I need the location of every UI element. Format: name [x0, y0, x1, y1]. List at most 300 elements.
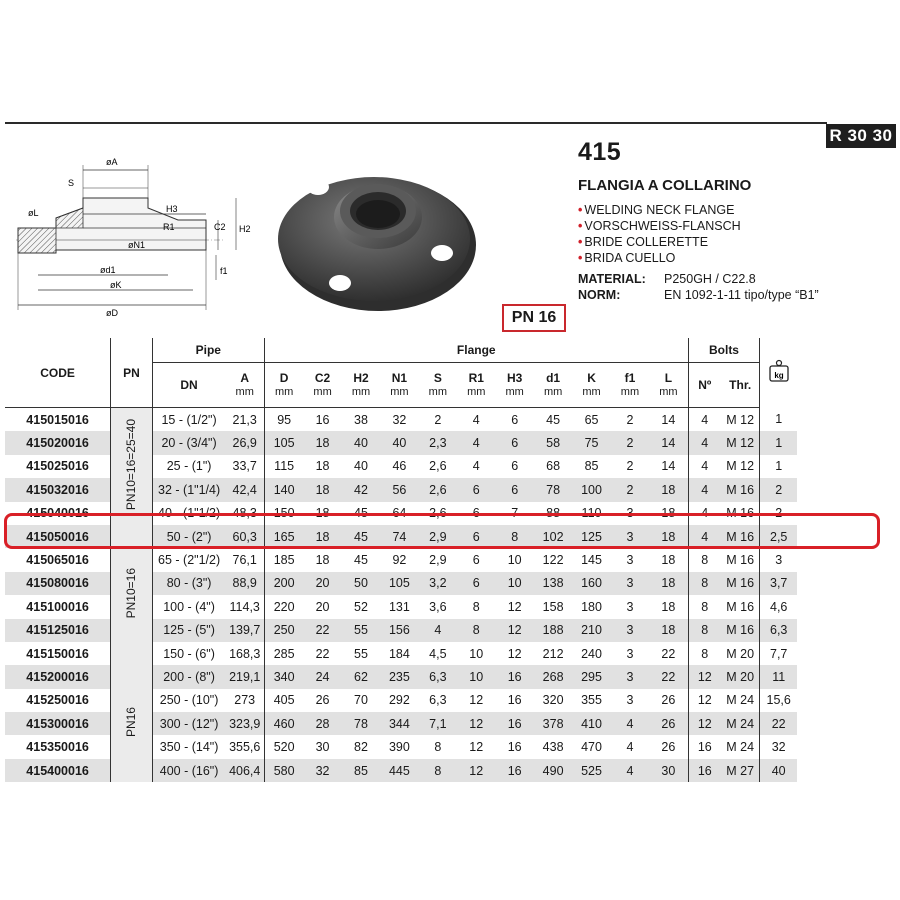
table-cell: 210: [572, 619, 610, 642]
table-cell: 16: [315, 412, 330, 427]
table-cell: 4: [611, 759, 649, 782]
table-cell: 14: [661, 412, 676, 427]
table-cell: 8: [472, 599, 480, 614]
cell-code: 415015016: [26, 412, 89, 427]
table-cell: 131: [388, 599, 410, 614]
table-cell: 6: [472, 553, 480, 568]
table-cell: 26,9: [225, 431, 264, 454]
table-cell: 295: [572, 665, 610, 688]
col-d: D mm: [264, 363, 303, 408]
product-number: 415: [578, 138, 622, 166]
col-dn: DN: [152, 363, 225, 408]
table-cell: 45: [354, 506, 368, 521]
table-cell: 3,7: [760, 572, 797, 595]
dim-label-d: øD: [106, 308, 118, 318]
table-cell: 12: [495, 619, 533, 642]
table-cell: 22: [661, 646, 676, 661]
table-cell: 20: [303, 572, 341, 595]
table-cell: 32: [392, 412, 407, 427]
table-cell: 12: [688, 712, 721, 735]
table-cell: M 16: [721, 478, 760, 501]
table-cell: 400 - (16"): [152, 759, 225, 782]
table-cell: 46: [392, 459, 407, 474]
table-cell: 11: [760, 665, 797, 688]
table-cell: 2: [760, 502, 797, 525]
table-cell: 580: [264, 759, 303, 782]
table-cell: 6: [457, 478, 495, 501]
dimensions-table: [5, 338, 797, 782]
table-cell: 10: [507, 553, 522, 568]
table-cell: 6: [511, 412, 519, 427]
table-cell: 2,9: [419, 525, 457, 548]
bullet-icon: •: [578, 251, 583, 265]
cell-code: 415125016: [5, 619, 111, 642]
table-cell: 2: [611, 478, 649, 501]
pn-group-cell: [111, 408, 152, 525]
cell-code: 415250016: [26, 693, 89, 708]
table-cell: 2,6: [429, 506, 447, 521]
dim-label-n1: øN1: [128, 240, 146, 250]
col-d1: d1 mm: [534, 363, 572, 408]
table-cell: 22: [760, 712, 797, 735]
group-bolts: Bolts: [688, 338, 760, 363]
table-cell: 180: [581, 599, 602, 614]
table-cell: 122: [542, 553, 564, 568]
table-cell: 4: [688, 525, 721, 548]
cell-code: 415080016: [5, 572, 111, 595]
table-cell: 1: [760, 408, 797, 432]
table-cell: 12: [688, 689, 721, 712]
table-row: [5, 665, 797, 688]
dim-label-c2: C2: [214, 222, 226, 232]
table-cell: 125 - (5"): [152, 619, 225, 642]
col-n1: N1 mm: [380, 363, 418, 408]
table-cell: 21,3: [232, 412, 257, 427]
cell-code: 415025016: [26, 459, 89, 474]
cell-code: 415300016: [5, 712, 111, 735]
table-cell: 3: [611, 525, 649, 548]
table-cell: 78: [534, 478, 572, 501]
table-cell: 18: [649, 572, 688, 595]
table-cell: M 27: [721, 759, 760, 782]
table-cell: 15,6: [760, 689, 797, 712]
table-cell: 3: [611, 572, 649, 595]
table-cell: 50 - (2"): [152, 525, 225, 548]
table-cell: 3,6: [429, 599, 447, 614]
table-cell: 65 - (2"1/2): [152, 548, 225, 571]
table-cell: 12: [469, 693, 484, 708]
table-cell: 88,9: [225, 572, 264, 595]
table-cell: 18: [303, 431, 341, 454]
dim-label-f1: f1: [220, 266, 228, 276]
table-cell: 156: [380, 619, 418, 642]
col-pn: PN: [111, 338, 152, 408]
table-cell: 16: [495, 665, 533, 688]
table-cell: 10: [469, 646, 484, 661]
table-cell: 470: [581, 740, 602, 755]
table-cell: 4: [688, 455, 721, 478]
table-cell: 138: [534, 572, 572, 595]
table-cell: 10: [495, 572, 533, 595]
svg-text:kg: kg: [774, 371, 784, 381]
table-cell: M 12: [726, 412, 755, 427]
table-cell: 4: [457, 431, 495, 454]
table-cell: 6,3: [760, 619, 797, 642]
dim-label-a: øA: [106, 157, 118, 167]
table-cell: 18: [649, 478, 688, 501]
bullet-icon: •: [578, 203, 583, 217]
weight-icon: [768, 359, 790, 383]
table-cell: 38: [354, 412, 368, 427]
table-cell: 140: [264, 478, 303, 501]
table-cell: 22: [303, 619, 341, 642]
table-cell: 460: [264, 712, 303, 735]
table-cell: 18: [315, 553, 330, 568]
table-cell: 160: [572, 572, 610, 595]
table-cell: 16: [688, 759, 721, 782]
table-cell: 22: [315, 646, 330, 661]
table-cell: 16: [688, 735, 721, 758]
table-cell: M 20: [721, 665, 760, 688]
col-thread: Thr.: [721, 363, 760, 408]
material-spec: MATERIAL: P250GH / C22.8: [578, 272, 756, 286]
table-cell: 6,3: [419, 665, 457, 688]
table-cell: 4,5: [429, 646, 447, 661]
translation-item: • WELDING NECK FLANGE: [578, 203, 735, 217]
table-cell: 2,9: [429, 553, 447, 568]
table-cell: 250 - (10"): [152, 689, 225, 712]
table-cell: 350 - (14"): [152, 735, 225, 758]
table-cell: 20: [315, 599, 330, 614]
product-translations: [578, 202, 741, 266]
table-cell: 8: [688, 572, 721, 595]
table-cell: 3: [626, 693, 634, 708]
table-cell: 12: [688, 665, 721, 688]
cell-code: 415032016: [5, 478, 111, 501]
table-cell: 3: [611, 619, 649, 642]
col-k: K mm: [572, 363, 610, 408]
translation-item: • BRIDE COLLERETTE: [578, 235, 709, 249]
table-cell: 32 - (1"1/4): [152, 478, 225, 501]
table-cell: 2: [434, 412, 442, 427]
cell-code: 415400016: [5, 759, 111, 782]
table-cell: 10: [457, 665, 495, 688]
table-cell: 525: [572, 759, 610, 782]
table-cell: 64: [392, 506, 407, 521]
table-cell: 85: [342, 759, 380, 782]
table-cell: 3: [611, 665, 649, 688]
table-cell: M 12: [721, 431, 760, 454]
table-cell: 15 - (1/2"): [152, 408, 225, 432]
table-cell: 110: [581, 506, 602, 521]
flange-section-drawing: [8, 150, 263, 320]
table-cell: 16: [495, 759, 533, 782]
table-cell: 3: [626, 506, 634, 521]
table-cell: 22: [649, 665, 688, 688]
table-cell: 30: [649, 759, 688, 782]
table-cell: 42,4: [225, 478, 264, 501]
col-code: CODE: [5, 338, 111, 408]
table-cell: 250: [264, 619, 303, 642]
table-cell: 150: [264, 502, 303, 525]
table-cell: 32: [303, 759, 341, 782]
table-cell: 235: [380, 665, 418, 688]
table-cell: 24: [303, 665, 341, 688]
col-f1: f1 mm: [611, 363, 649, 408]
cell-code: 415100016: [26, 599, 89, 614]
table-cell: 18: [661, 506, 676, 521]
table-cell: 26: [661, 693, 676, 708]
table-cell: 68: [546, 459, 561, 474]
table-cell: 55: [354, 646, 368, 661]
table-cell: 4,6: [760, 595, 797, 618]
table-cell: 4: [472, 412, 480, 427]
table-cell: 20 - (3/4"): [152, 431, 225, 454]
table-cell: 18: [315, 459, 330, 474]
table-cell: 158: [542, 599, 564, 614]
table-cell: 26: [661, 740, 676, 755]
table-cell: 58: [534, 431, 572, 454]
table-cell: 62: [342, 665, 380, 688]
table-cell: 40: [380, 431, 418, 454]
table-cell: 6: [495, 478, 533, 501]
table-cell: 2,6: [429, 459, 447, 474]
table-cell: 8: [419, 759, 457, 782]
table-cell: 26: [315, 693, 330, 708]
table-cell: 240: [581, 646, 602, 661]
table-cell: M 16: [726, 599, 755, 614]
table-cell: 273: [234, 693, 256, 708]
table-cell: 50: [342, 572, 380, 595]
table-cell: 378: [534, 712, 572, 735]
table-cell: 32: [760, 735, 797, 758]
table-cell: 168,3: [229, 646, 261, 661]
table-cell: 100: [572, 478, 610, 501]
table-cell: M 16: [721, 525, 760, 548]
table-cell: 2: [760, 478, 797, 501]
table-cell: 18: [661, 599, 676, 614]
table-cell: M 24: [726, 693, 755, 708]
table-cell: 14: [649, 431, 688, 454]
table-cell: 200: [264, 572, 303, 595]
table-cell: 82: [354, 740, 368, 755]
col-s: S mm: [419, 363, 457, 408]
table-cell: 65: [584, 412, 599, 427]
table-cell: 188: [534, 619, 572, 642]
table-cell: M 20: [726, 646, 755, 661]
table-cell: 88: [546, 506, 561, 521]
table-cell: 184: [388, 646, 410, 661]
table-cell: 4: [688, 431, 721, 454]
table-cell: 18: [303, 525, 341, 548]
table-cell: 4: [472, 459, 480, 474]
col-weight: [760, 338, 797, 408]
table-cell: 40: [354, 459, 368, 474]
table-cell: M 24: [726, 740, 755, 755]
col-l: L mm: [649, 363, 688, 408]
table-cell: 6: [511, 459, 519, 474]
table-row: [5, 408, 797, 432]
table-cell: 60,3: [225, 525, 264, 548]
table-cell: 323,9: [225, 712, 264, 735]
table-cell: 3: [760, 548, 797, 571]
table-cell: 105: [380, 572, 418, 595]
table-cell: 390: [388, 740, 410, 755]
table-cell: M 16: [726, 506, 755, 521]
table-cell: 3: [626, 599, 634, 614]
table-cell: 6: [495, 431, 533, 454]
translation-item: • BRIDA CUELLO: [578, 251, 676, 265]
bullet-icon: •: [578, 235, 583, 249]
col-h2: H2 mm: [342, 363, 380, 408]
table-cell: 219,1: [225, 665, 264, 688]
pn-group-label: PN10=16: [124, 568, 139, 619]
table-cell: 2,3: [419, 431, 457, 454]
group-flange: Flange: [264, 338, 688, 363]
table-cell: 18: [303, 478, 341, 501]
table-cell: 212: [542, 646, 564, 661]
table-cell: 8: [434, 740, 442, 755]
cell-code: 415050016: [5, 525, 111, 548]
table-cell: 185: [264, 548, 303, 571]
table-cell: 200 - (8"): [152, 665, 225, 688]
table-cell: 3: [626, 553, 634, 568]
table-cell: 8: [688, 548, 721, 571]
table-cell: 85: [584, 459, 599, 474]
table-cell: 95: [264, 408, 303, 432]
table-cell: 12: [457, 712, 495, 735]
table-cell: 150 - (6"): [152, 642, 225, 665]
table-cell: 16: [507, 740, 522, 755]
table-cell: 40: [760, 759, 797, 782]
table-cell: 76,1: [232, 553, 257, 568]
cell-code: 415040016: [26, 506, 89, 521]
table-cell: 80 - (3"): [152, 572, 225, 595]
col-c2: C2 mm: [303, 363, 341, 408]
table-cell: 6: [457, 572, 495, 595]
table-cell: 25 - (1"): [152, 455, 225, 478]
table-cell: 292: [388, 693, 410, 708]
table-cell: 16: [495, 712, 533, 735]
pn-group-cell: [111, 665, 152, 782]
top-divider: [5, 122, 827, 124]
table-cell: 42: [342, 478, 380, 501]
table-cell: 165: [264, 525, 303, 548]
table-cell: 7,7: [760, 642, 797, 665]
pn-group-label: PN16: [124, 707, 139, 738]
table-cell: 102: [534, 525, 572, 548]
table-cell: 3,2: [419, 572, 457, 595]
table-cell: 410: [572, 712, 610, 735]
table-cell: M 24: [721, 712, 760, 735]
table-cell: 8: [457, 619, 495, 642]
table-cell: 105: [264, 431, 303, 454]
table-cell: 268: [534, 665, 572, 688]
table-cell: 340: [264, 665, 303, 688]
table-cell: 26: [649, 712, 688, 735]
table-cell: 125: [572, 525, 610, 548]
table-cell: 6: [457, 525, 495, 548]
table-cell: 18: [315, 506, 330, 521]
table-cell: 320: [542, 693, 564, 708]
dim-label-l: øL: [28, 208, 39, 218]
dim-label-h2: H2: [239, 224, 251, 234]
group-pipe: Pipe: [152, 338, 264, 363]
table-cell: 12: [457, 759, 495, 782]
table-cell: 48,3: [232, 506, 257, 521]
dim-label-d1: ød1: [100, 265, 116, 275]
pn-group-label: PN10=16=25=40: [124, 419, 139, 511]
table-cell: 12: [469, 740, 484, 755]
table-cell: 4: [688, 478, 721, 501]
table-cell: 12: [507, 646, 522, 661]
table-cell: 78: [342, 712, 380, 735]
dim-label-h3: H3: [166, 204, 178, 214]
table-cell: 438: [542, 740, 564, 755]
table-cell: 8: [688, 595, 721, 618]
col-r1: R1 mm: [457, 363, 495, 408]
table-cell: 45: [546, 412, 561, 427]
table-cell: 30: [315, 740, 330, 755]
table-cell: 355,6: [229, 740, 261, 755]
table-cell: 285: [264, 642, 303, 665]
table-cell: 2: [611, 431, 649, 454]
translation-item: • VORSCHWEISS-FLANSCH: [578, 219, 741, 233]
cell-code: 415150016: [26, 646, 89, 661]
cell-code: 415200016: [5, 665, 111, 688]
table-cell: 52: [354, 599, 368, 614]
cell-code: 415350016: [26, 740, 89, 755]
dim-label-r1: R1: [163, 222, 175, 232]
table-cell: 33,7: [232, 459, 257, 474]
table-cell: 70: [354, 693, 368, 708]
table-cell: 40 - (1"1/2): [152, 502, 225, 525]
table-cell: 2: [626, 459, 634, 474]
table-cell: 18: [649, 619, 688, 642]
table-cell: 145: [581, 553, 602, 568]
table-cell: 56: [380, 478, 418, 501]
dim-label-s: S: [68, 178, 75, 188]
table-cell: 2,6: [419, 478, 457, 501]
table-cell: 4: [611, 712, 649, 735]
table-cell: 45: [342, 525, 380, 548]
table-cell: 405: [264, 689, 303, 712]
col-h3: H3 mm: [495, 363, 533, 408]
table-cell: 445: [380, 759, 418, 782]
table-cell: 300 - (12"): [152, 712, 225, 735]
table-cell: 4: [688, 408, 721, 432]
table-cell: 8: [688, 642, 721, 665]
table-cell: 355: [581, 693, 602, 708]
table-cell: 8: [688, 619, 721, 642]
table-cell: 8: [495, 525, 533, 548]
table-cell: 100 - (4"): [152, 595, 225, 618]
table-cell: 2,5: [760, 525, 797, 548]
row-highlight-frame: [4, 513, 880, 549]
table-cell: 344: [380, 712, 418, 735]
table-cell: 16: [507, 693, 522, 708]
dim-label-k: øK: [110, 280, 122, 290]
table-cell: 55: [342, 619, 380, 642]
table-cell: M 16: [721, 619, 760, 642]
table-cell: 18: [661, 553, 676, 568]
table-cell: 4: [626, 740, 634, 755]
cell-code: 415020016: [5, 431, 111, 454]
table-cell: 45: [354, 553, 368, 568]
bullet-icon: •: [578, 219, 583, 233]
col-a: A mm: [225, 363, 264, 408]
table-cell: 14: [661, 459, 676, 474]
